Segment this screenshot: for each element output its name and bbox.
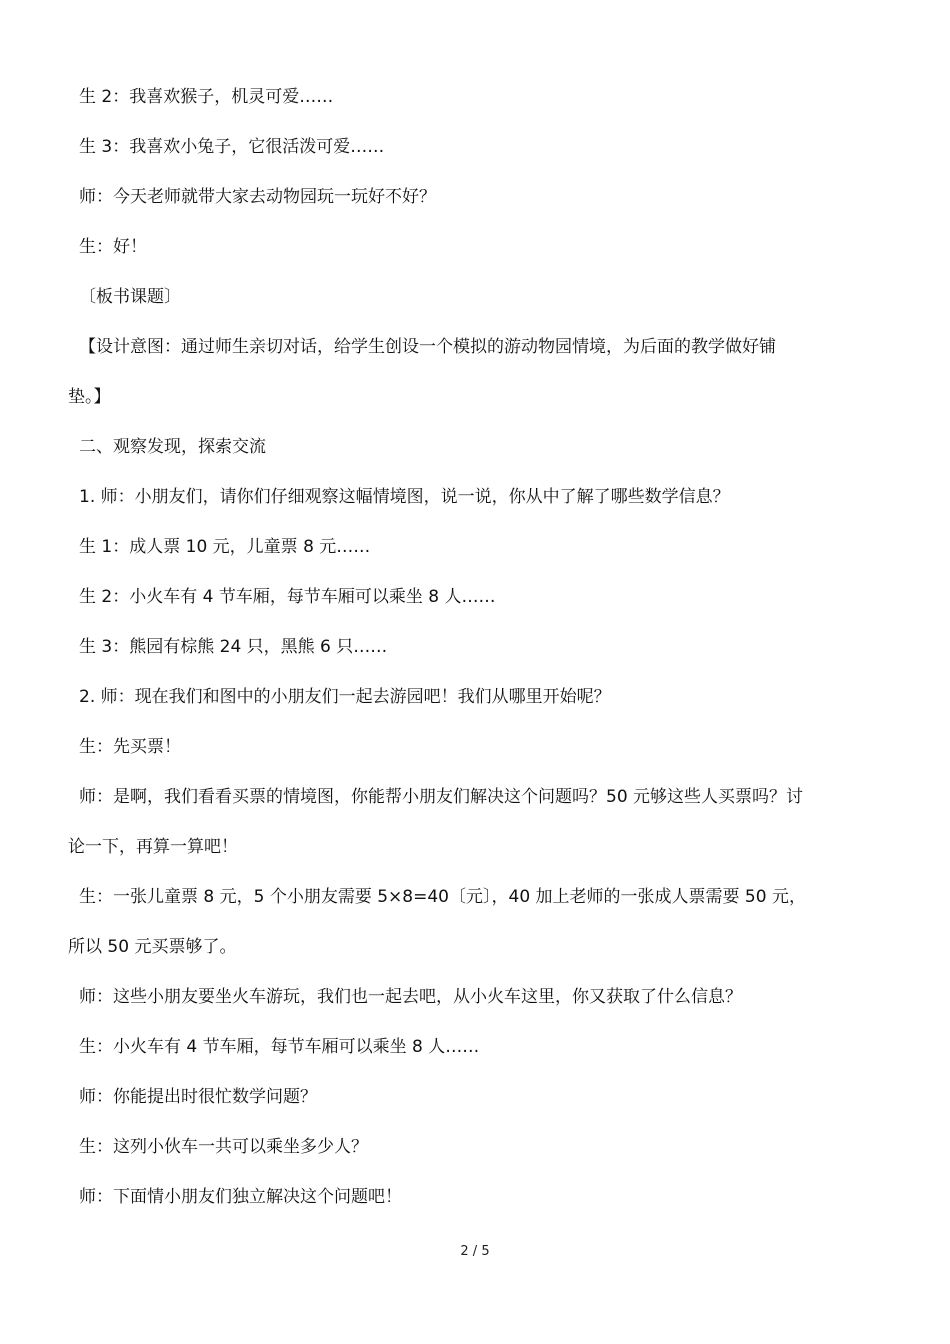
paragraph-line: 生 2：小火车有 4 节车厢，每节车厢可以乘坐 8 人…… — [79, 587, 496, 607]
paragraph-line: 师：今天老师就带大家去动物园玩一玩好不好？ — [79, 187, 436, 207]
paragraph-line: 师：你能提出时很忙数学问题？ — [79, 1087, 317, 1107]
paragraph-line: 所以 50 元买票够了。 — [68, 937, 237, 957]
paragraph-line: 生 3：熊园有棕熊 24 只，黑熊 6 只…… — [79, 637, 388, 657]
paragraph-line: 生：这列小伙车一共可以乘坐多少人？ — [79, 1137, 368, 1157]
paragraph-line: 生 2：我喜欢猴子，机灵可爱…… — [79, 87, 334, 107]
document-body — [68, 72, 888, 1222]
paragraph-line: 垫。】 — [68, 387, 111, 407]
paragraph-line: 生：一张儿童票 8 元，5 个小朋友需要 5×8=40〔元〕，40 加上老师的一张成人票需要 50 元， — [79, 887, 806, 907]
paragraph-line: 师：是啊，我们看看买票的情境图，你能帮小朋友们解决这个问题吗？50 元够这些人买票吗？讨 — [79, 787, 804, 807]
paragraph-line: 师：这些小朋友要坐火车游玩，我们也一起去吧，从小火车这里，你又获取了什么信息？ — [79, 987, 742, 1007]
paragraph-line: 生：小火车有 4 节车厢，每节车厢可以乘坐 8 人…… — [79, 1037, 480, 1057]
paragraph-line: 〔板书课题〕 — [79, 287, 181, 307]
paragraph-line: 论一下，再算一算吧！ — [68, 837, 238, 857]
paragraph-line: 生：先买票！ — [79, 737, 181, 757]
paragraph-line: 生 1：成人票 10 元，儿童票 8 元…… — [79, 537, 371, 557]
page-number: 2 / 5 — [460, 1244, 490, 1259]
paragraph-line: 2. 师：现在我们和图中的小朋友们一起去游园吧！我们从哪里开始呢？ — [79, 687, 611, 707]
paragraph-line: 1. 师：小朋友们，请你们仔细观察这幅情境图，说一说，你从中了解了哪些数学信息？ — [79, 487, 730, 507]
paragraph-line: 生：好！ — [79, 237, 147, 257]
paragraph-line: 生 3：我喜欢小兔子，它很活泼可爱…… — [79, 137, 385, 157]
section-heading: 二、观察发现，探索交流 — [79, 437, 266, 457]
paragraph-line: 师：下面情小朋友们独立解决这个问题吧！ — [79, 1187, 402, 1207]
paragraph-line: 【设计意图：通过师生亲切对话，给学生创设一个模拟的游动物园情境，为后面的教学做好铺 — [79, 337, 776, 357]
